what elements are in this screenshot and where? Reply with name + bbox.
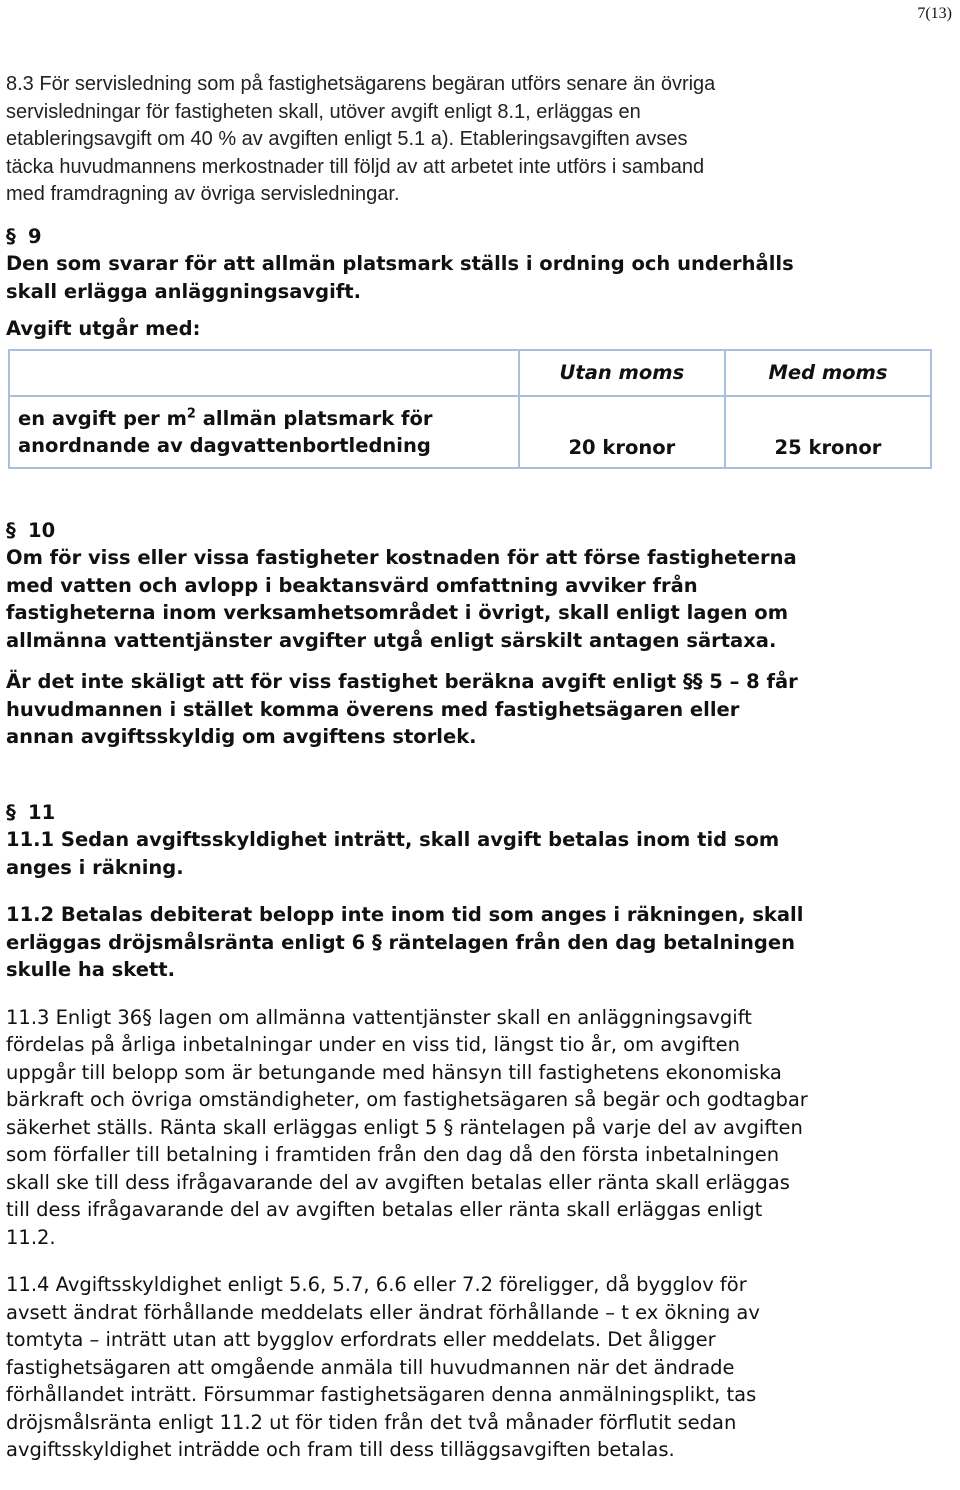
text-line: 8.3 För servisledning som på fastighetsägarens begäran utförs senare än övriga: [6, 73, 716, 95]
page-number: 7(13): [917, 5, 952, 22]
header-without-vat: Utan moms: [519, 350, 725, 396]
section-symbol: §: [6, 800, 16, 824]
text-line: avgiftsskyldighet inträdde och fram till dess tilläggsavgiften betalas.: [6, 1438, 675, 1461]
text-line: till dess ifrågavarande del av avgiften betalas eller ränta skall erläggas enligt: [6, 1198, 763, 1221]
fee-description-line-2: anordnande av dagvattenbortledning: [18, 433, 431, 457]
text-line: bärkraft och övriga omständigheter, om fastighetsägaren så begär och godtagbar: [6, 1088, 808, 1111]
text-line: huvudmannen i stället komma överens med fastighetsägaren eller: [6, 697, 740, 721]
text-line: anges i räkning.: [6, 855, 184, 879]
text-line: annan avgiftsskyldig om avgiftens storlek.: [6, 725, 477, 748]
text-line: som förfaller till betalning i framtiden från den dag då den första inbetalningen: [6, 1143, 780, 1166]
fee-desc-text: en avgift per m: [18, 406, 187, 430]
value-with-vat: 25 kronor: [725, 396, 931, 468]
text-line: säkerhet ställs. Ränta skall erläggas enligt 5 § räntelagen på varje del av avgiften: [6, 1115, 803, 1139]
fee-intro: Avgift utgår med:: [6, 317, 201, 340]
paragraph-8-3: [6, 71, 946, 209]
text-line: täcka huvudmannens merkostnader till följd av att arbetet inte utförs i samband: [6, 155, 705, 178]
text-line: avsett ändrat förhållande meddelats eller ändrat förhållande – t ex ökning av: [6, 1300, 760, 1324]
text-line: 11.2.: [6, 1225, 56, 1249]
section-9-text: [6, 250, 946, 305]
section-symbol: §: [6, 224, 16, 248]
text-line: skulle ha skett.: [6, 958, 175, 981]
table-row: [9, 396, 931, 468]
text-line: fördelas på årliga inbetalningar under en viss tid, längst tio år, om avgiften: [6, 1033, 741, 1056]
section-10-paragraph-2: [6, 668, 946, 751]
text-line: fastigheterna inom verksamhetsområdet i övrigt, skall enligt lagen om: [6, 601, 789, 624]
text-line: Är det inte skäligt att för viss fastighet beräkna avgift enligt §§ 5 – 8 får: [6, 670, 798, 693]
fee-table: [8, 349, 932, 469]
section-10-paragraph-1: [6, 544, 946, 654]
text-line: Den som svarar för att allmän platsmark ställs i ordning och underhålls: [6, 252, 794, 275]
text-line: förhållandet inträtt. Försummar fastighetsägaren denna anmälningsplikt, tas: [6, 1383, 757, 1406]
text-line: skall ske till dess ifrågavarande del av avgiften betalas eller ränta skall erläggas: [6, 1170, 790, 1194]
paragraph-11-4: [6, 1271, 946, 1464]
text-line: dröjsmålsränta enligt 11.2 ut för tiden från det två månader förflutit sedan: [6, 1410, 737, 1434]
text-line: med vatten och avlopp i beaktansvärd omfattning avviker från: [6, 573, 698, 597]
text-line: skall erlägga anläggningsavgift.: [6, 279, 361, 303]
text-line: uppgår till belopp som är betungande med hänsyn till fastighetens ekonomiska: [6, 1060, 782, 1084]
section-10-heading: [6, 517, 946, 545]
text-line: Om för viss eller vissa fastigheter kostnaden för att förse fastigheterna: [6, 546, 797, 569]
section-9-heading: [6, 223, 946, 251]
text-line: 11.3 Enligt 36§ lagen om allmänna vattentjänster skall en anläggningsavgift: [6, 1005, 752, 1029]
text-line: erläggas dröjsmålsränta enligt 6 § räntelagen från den dag betalningen: [6, 930, 795, 954]
paragraph-11-1: [6, 826, 946, 881]
text-line: 11.4 Avgiftsskyldighet enligt 5.6, 5.7, 6.6 eller 7.2 föreligger, då bygglov för: [6, 1273, 747, 1296]
section-number: 9: [28, 224, 42, 248]
table-header-empty: [9, 350, 519, 396]
fee-desc-text: allmän platsmark för: [195, 406, 433, 430]
text-line: tomtyta – inträtt utan att bygglov erfordrats eller meddelats. Det åligger: [6, 1328, 716, 1351]
section-number: 11: [28, 800, 56, 824]
value-without-vat: 20 kronor: [519, 396, 725, 468]
section-symbol: §: [6, 518, 16, 542]
paragraph-11-3: [6, 1004, 946, 1252]
fee-description: [9, 396, 519, 468]
fee-description-line-1: [18, 405, 510, 432]
paragraph-11-2: [6, 901, 946, 984]
text-line: med framdragning av övriga servisledningar.: [6, 183, 400, 205]
text-line: 11.1 Sedan avgiftsskyldighet inträtt, skall avgift betalas inom tid som: [6, 828, 780, 851]
document-body: [6, 71, 946, 1464]
table-header-row: [9, 350, 931, 396]
section-11-heading: [6, 799, 946, 827]
text-line: servisledningar för fastigheten skall, utöver avgift enligt 8.1, erläggas en: [6, 100, 641, 123]
section-number: 10: [28, 518, 56, 542]
superscript-2: 2: [186, 406, 196, 421]
text-line: etableringsavgift om 40 % av avgiften enligt 5.1 a). Etableringsavgiften avses: [6, 128, 688, 150]
text-line: 11.2 Betalas debiterat belopp inte inom tid som anges i räkningen, skall: [6, 903, 804, 926]
text-line: allmänna vattentjänster avgifter utgå enligt särskilt antagen särtaxa.: [6, 628, 777, 652]
text-line: fastighetsägaren att omgående anmäla till huvudmannen när det ändrade: [6, 1355, 735, 1379]
header-with-vat: Med moms: [725, 350, 931, 396]
